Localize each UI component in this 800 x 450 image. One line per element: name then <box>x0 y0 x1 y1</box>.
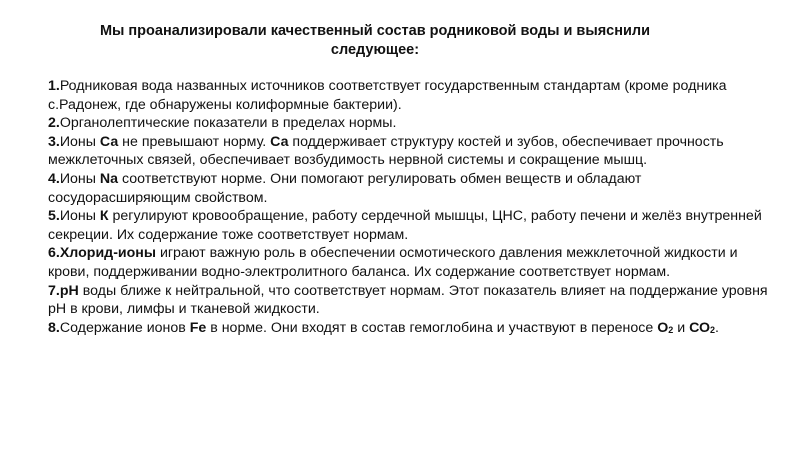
item-text: Содержание ионов <box>59 319 190 336</box>
item-number: 1. <box>48 78 60 94</box>
item-number: 4. <box>48 170 60 187</box>
item-text: в норме. Они входят в состав гемоглобина и участвуют в переносе <box>206 319 658 336</box>
finding-item-4 <box>48 170 768 207</box>
slide-title <box>60 22 690 60</box>
item-text: Ионы <box>59 133 100 150</box>
potassium-symbol: К <box>99 208 109 225</box>
calcium-symbol: Са <box>270 133 289 150</box>
findings-list <box>48 77 768 339</box>
finding-item-6 <box>48 244 768 281</box>
finding-item-3 <box>48 133 768 170</box>
item-text: соответствуют норме. Они помогают регулировать обмен веществ и обладают сосудорасширяющим свойством. <box>48 170 642 206</box>
finding-item-1 <box>48 77 768 114</box>
oxygen-subscript: 2 <box>668 324 674 335</box>
finding-item-8 <box>48 319 768 340</box>
ph-term: рН <box>59 282 79 299</box>
item-number: 2. <box>48 115 60 132</box>
chloride-term: Хлорид-ионы <box>59 245 156 262</box>
title-line-1: Мы проанализировали качественный состав родниковой воды и выяснили <box>99 23 651 39</box>
item-text: Родниковая вода названных источников соответствует государственным стандартам (кроме родника с.Радонеж, где обнаружены колиформные бактерии). <box>48 78 727 113</box>
item-text: Ионы <box>59 208 100 225</box>
carbon-dioxide-subscript: 2 <box>710 324 716 335</box>
title-line-2: следующее: <box>330 42 420 58</box>
item-text: играют важную роль в обеспечении осмотического давления межклеточной жидкости и крови, поддерживании водно-электролитного баланса. Их содержание соответствует нормам. <box>48 245 738 280</box>
finding-item-5 <box>48 207 768 244</box>
item-text: регулируют кровообращение, работу сердечной мышцы, ЦНС, работу печени и желёз внутренней секреции. Их содержание тоже соответствует нормам. <box>48 208 762 243</box>
item-number: 5. <box>48 208 60 225</box>
oxygen-symbol: О <box>657 319 669 336</box>
finding-item-2 <box>48 114 768 133</box>
item-number: 3. <box>48 133 60 150</box>
carbon-dioxide-symbol: СО <box>689 319 710 336</box>
item-number: 8. <box>48 319 60 336</box>
item-number: 6. <box>48 245 60 262</box>
item-text: . <box>715 319 719 336</box>
iron-symbol: Fe <box>189 319 207 336</box>
item-text: Органолептические показатели в пределах нормы. <box>59 115 397 132</box>
item-text: поддерживает структуру костей и зубов, обеспечивает прочность межклеточных связей, обеспечивает возбудимость нервной системы и сокращение мышц. <box>48 133 724 169</box>
item-text: и <box>673 319 690 336</box>
item-text: воды ближе к нейтральной, что соответствует нормам. Этот показатель влияет на поддержание уровня рН в крови, лимфы и тканевой жидкости. <box>48 282 768 318</box>
sodium-symbol: Na <box>99 170 119 187</box>
finding-item-7 <box>48 282 768 319</box>
item-text: Ионы <box>59 170 100 187</box>
item-number: 7. <box>48 282 60 299</box>
item-text: не превышают норму. <box>118 133 271 150</box>
calcium-symbol: Са <box>99 133 119 150</box>
